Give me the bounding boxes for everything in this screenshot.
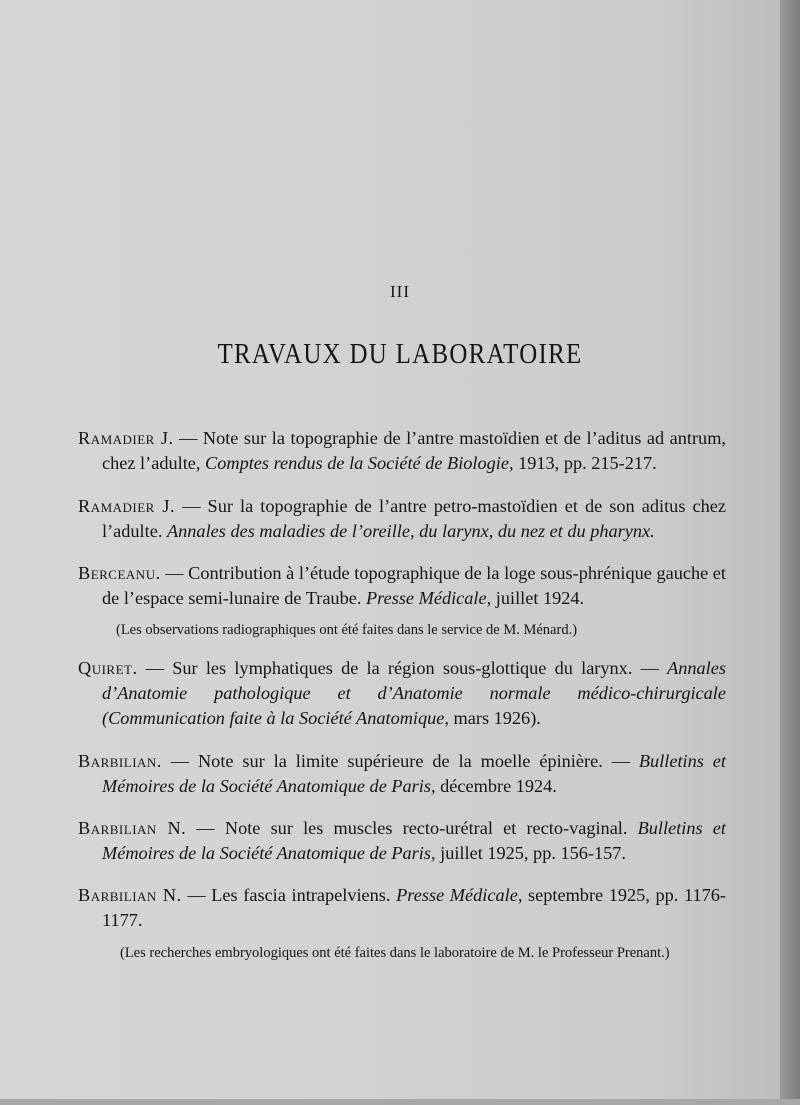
entry-detail: juillet 1925, pp. 156-157. <box>435 843 626 863</box>
entry-text: — Note sur la topographie de l’antre mastoïdien et de l’aditus ad antrum, chez l’adulte, <box>102 428 726 473</box>
bibliography-entry <box>78 883 726 933</box>
entry-text: — Les fascia intrapelviens. <box>181 885 397 905</box>
entry-text: — Contribution à l’étude topographique de la loge sous-phrénique gauche et de l’espace semi-lunaire de Traube. <box>102 563 726 608</box>
entry-publication: Bulletins et Mémoires de la Société Anatomique de Paris, <box>102 751 726 796</box>
entry-detail: décembre 1924. <box>435 776 557 796</box>
bibliography-entry <box>78 561 726 611</box>
entry-text: — Note sur la limite supérieure de la moelle épinière. — <box>161 751 639 771</box>
entry-author: Barbilian N. <box>78 818 187 838</box>
bibliography-entry <box>78 494 726 544</box>
page-bottom-edge <box>0 1099 800 1105</box>
entry-detail: juillet 1924. <box>491 588 585 608</box>
embryology-note: (Les recherches embryologiques ont été faites dans le laboratoire de M. le Professeur Prenant.) <box>120 945 670 961</box>
entry-author: Ramadier J. <box>78 428 174 448</box>
entry-publication: Comptes rendus de la Société de Biologie, <box>205 453 514 473</box>
entry-detail: mars 1926). <box>448 708 541 728</box>
entry-publication: Annales d’Anatomie pathologique et d’Anatomie normale médico-chirurgicale (Communication faite à la Société Anatomique, <box>102 658 726 728</box>
entry-text: — Sur les lymphatiques de la région sous-glottique du larynx. — <box>137 658 668 678</box>
entry-author: Ramadier J. <box>78 496 176 516</box>
section-number: III <box>390 282 410 301</box>
entry-author: Barbilian N. <box>78 885 182 905</box>
bibliography-entry <box>78 749 726 799</box>
entry-detail: septembre 1925, pp. 1176-1177. <box>102 885 726 930</box>
entry-text: — Sur la topographie de l’antre petro-mastoïdien et de son aditus chez l’adulte. <box>102 496 726 541</box>
entry-author: Berceanu. <box>78 563 161 583</box>
entry-publication: Presse Médicale, <box>365 588 492 608</box>
entry-text: — Note sur les muscles recto-urétral et recto-vaginal. <box>186 818 638 838</box>
entry-publication: Annales des maladies de l’oreille, du larynx, du nez et du pharynx. <box>166 521 655 541</box>
entry-author: Barbilian. <box>78 751 162 771</box>
section-title: TRAVAUX DU LABORATOIRE <box>217 338 583 370</box>
bibliography-entry <box>78 426 726 476</box>
radiography-note: (Les observations radiographiques ont été faites dans le service de M. Ménard.) <box>116 622 578 638</box>
bibliography-entry <box>78 816 726 866</box>
bibliography-entry <box>78 656 726 731</box>
entry-author: Quiret. <box>78 658 138 678</box>
entry-detail: 1913, pp. 215-217. <box>513 453 657 473</box>
bibliography-list <box>78 426 726 963</box>
entry-publication: Presse Médicale, <box>396 885 523 905</box>
page-edge-shadow <box>780 0 800 1105</box>
entry-publication: Bulletins et Mémoires de la Société Anatomique de Paris, <box>102 818 726 863</box>
